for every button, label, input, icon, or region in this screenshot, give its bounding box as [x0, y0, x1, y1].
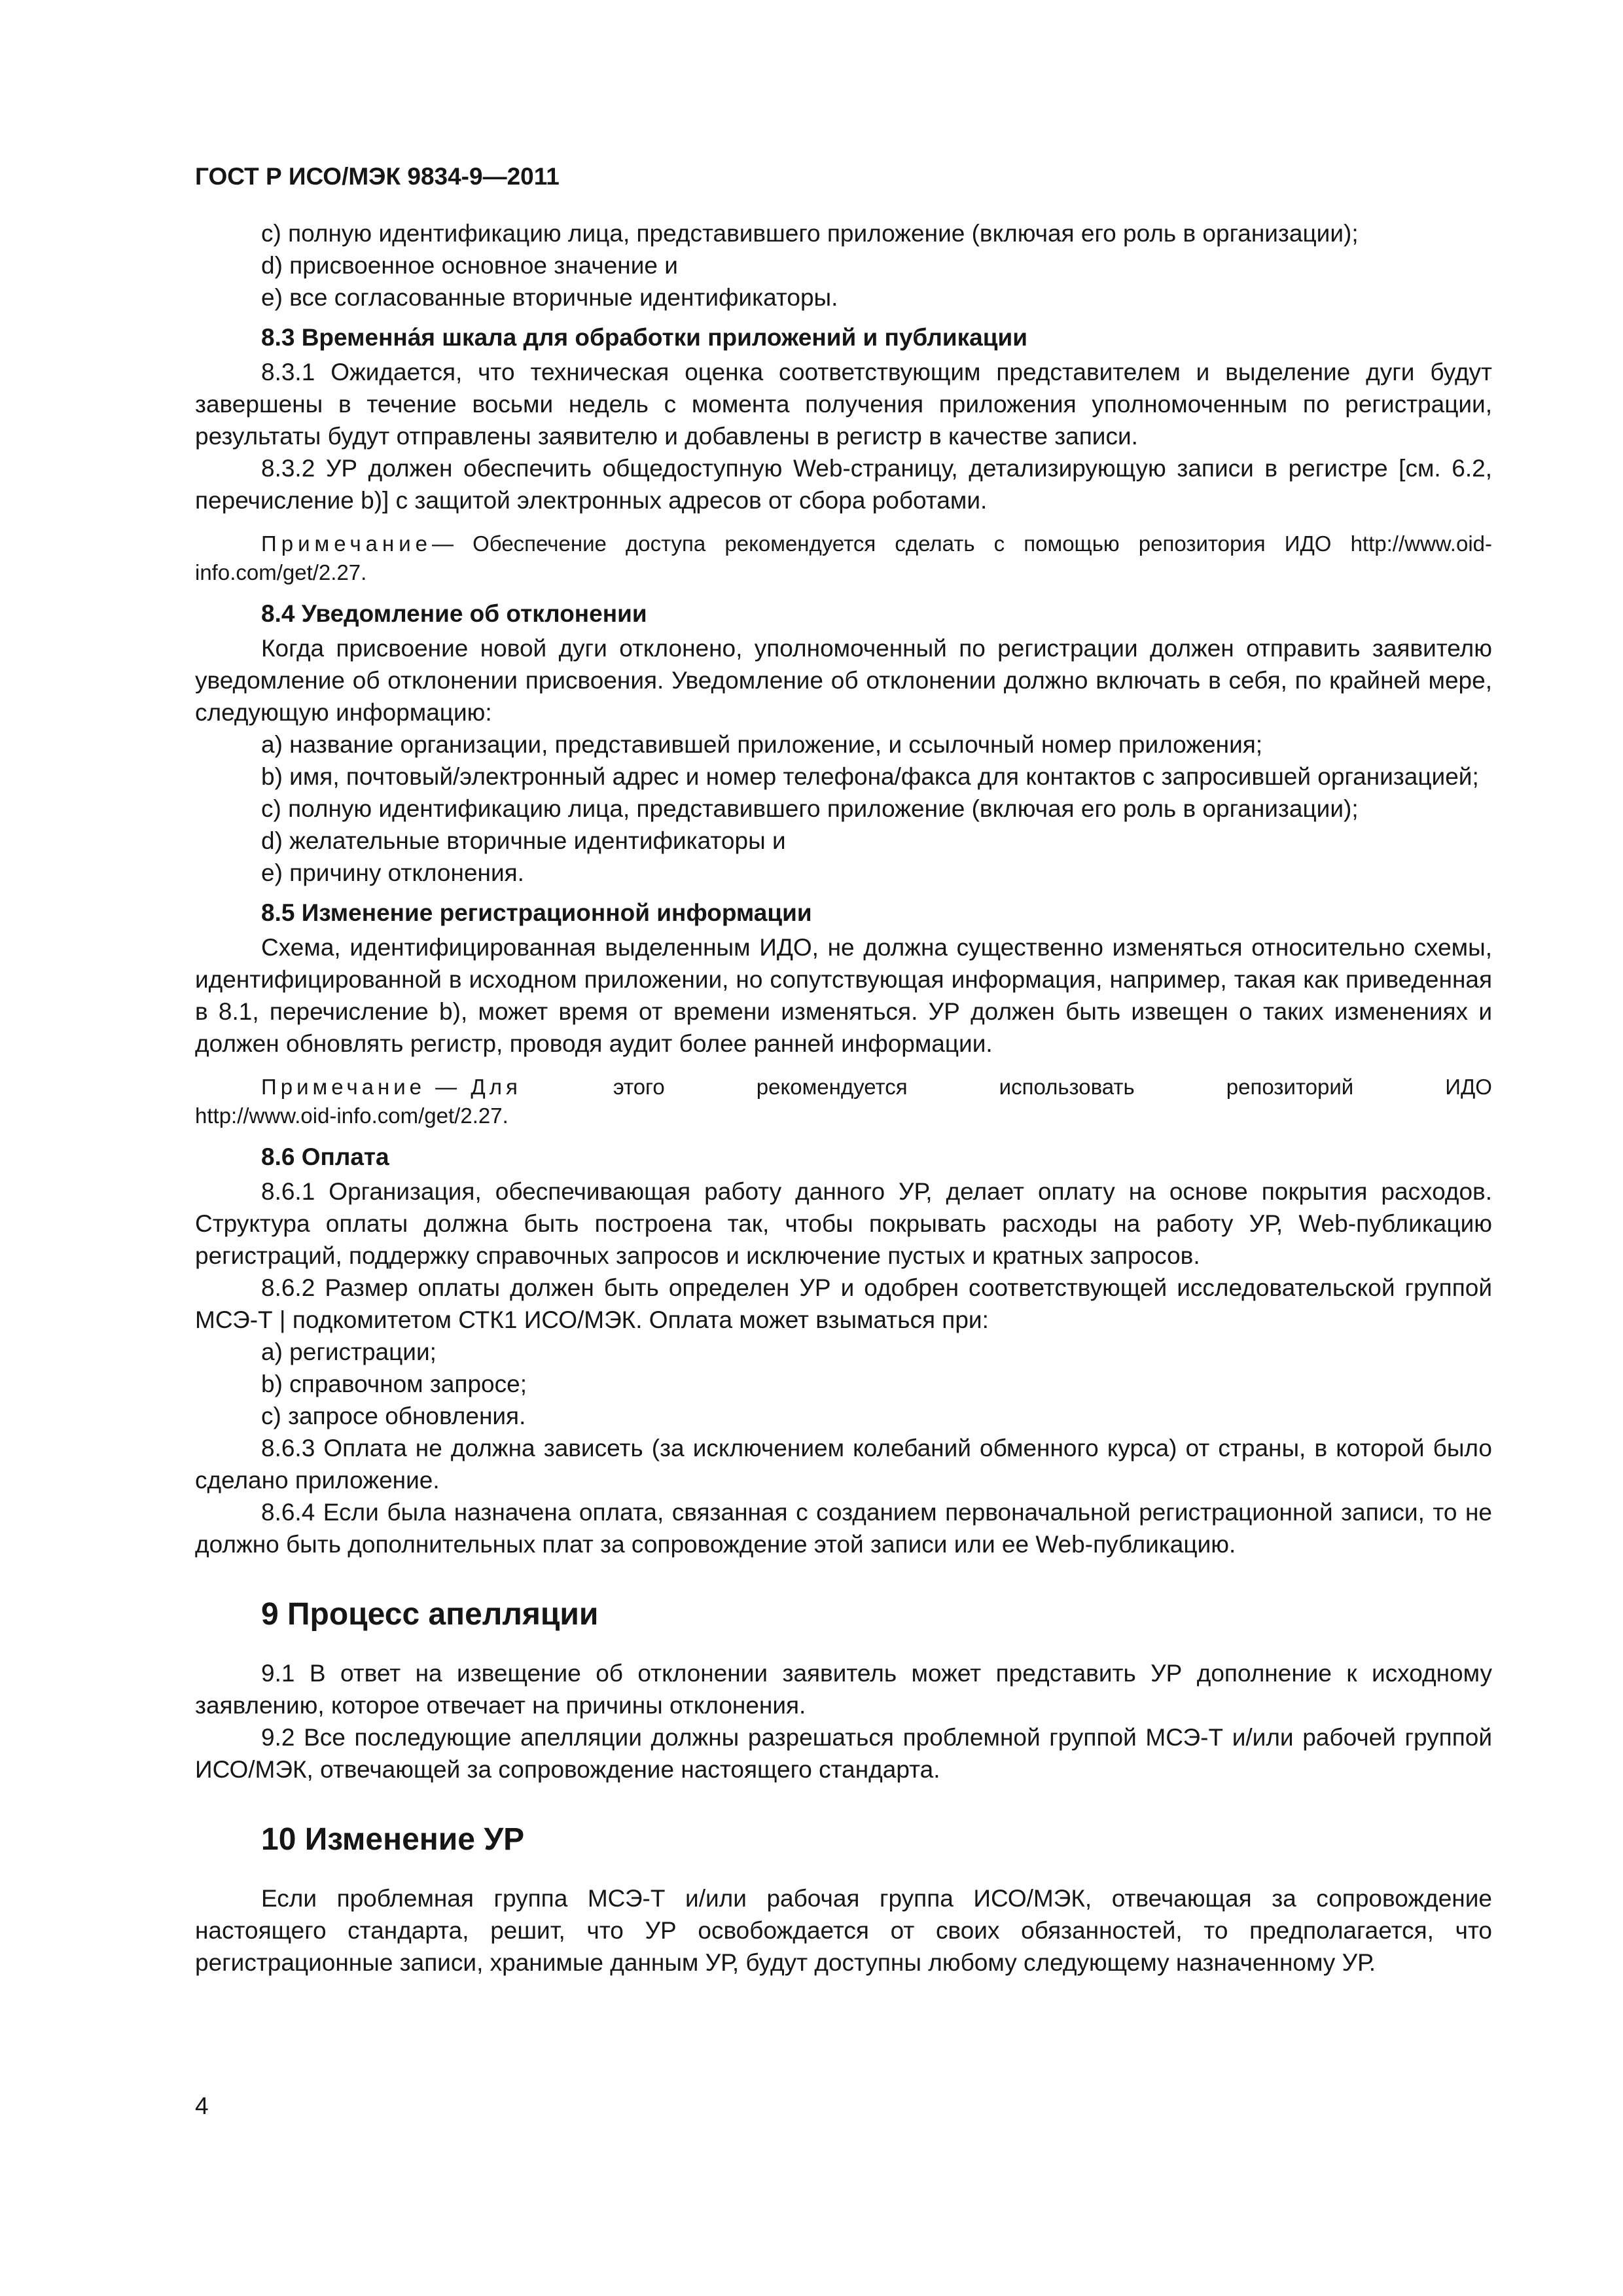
paragraph-9-2: 9.2 Все последующие апелляции должны разрешаться проблемной группой МСЭ-Т и/или рабочей группой ИСО/МЭК, отвечающей за сопровождение настоящего стандарта.	[195, 1724, 1492, 1783]
paragraph-8-4: Когда присвоение новой дуги отклонено, уполномоченный по регистрации должен отправить заявителю уведомление об отклонении присвоения. Уведомление об отклонении должно включать в себя, по крайней мере, следующую информацию:	[195, 635, 1492, 726]
paragraph-10: Если проблемная группа МСЭ-Т и/или рабочая группа ИСО/МЭК, отвечающая за сопровождение настоящего стандарта, решит, что УР освобождается от своих обязанностей, то предполагается, что регистрационные записи, хранимые данным УР, будут доступны любому следующему назначенному УР.	[195, 1885, 1492, 1976]
section-8-3-title: 8.3 Временна́я шкала для обработки приложений и публикации	[261, 324, 1027, 351]
note-word: Примечание — Для	[261, 1075, 522, 1099]
note-word: репозиторий	[1226, 1075, 1354, 1099]
note-word: использовать	[999, 1075, 1135, 1099]
document-page	[195, 162, 1492, 1979]
paragraph-8-6-3: 8.6.3 Оплата не должна зависеть (за исключением колебаний обменного курса) от страны, в которой было сделано приложение.	[195, 1435, 1492, 1494]
paragraph-9-1: 9.1 В ответ на извещение об отклонении заявитель может представить УР дополнение к исходному заявлению, которое отвечает на причины отклонения.	[195, 1660, 1492, 1719]
paragraph-8-3-2: 8.3.2 УР должен обеспечить общедоступную Web-страницу, детализирующую записи в регистре [см. 6.2, перечисление b)] с защитой электронных адресов от сбора роботами.	[195, 455, 1492, 514]
paragraph-8-3-1: 8.3.1 Ожидается, что техническая оценка соответствующим представителем и выделение дуги будут завершены в течение восьми недель с момента получения приложения уполномоченным по регистрации, результаты будут отправлены заявителю и добавлены в регистр в качестве записи.	[195, 359, 1492, 450]
paragraph-8-6-2: 8.6.2 Размер оплаты должен быть определен УР и одобрен соответствующей исследовательской группой МСЭ-Т | подкомитетом СТК1 ИСО/МЭК. Оплата может взыматься при:	[195, 1274, 1492, 1333]
note-word: рекомендуется	[756, 1075, 908, 1099]
note-text: — Обеспечение доступа рекомендуется сделать с помощью репозитория ИДО http://www.oid-info.com/get/2.27.	[195, 531, 1492, 584]
page-number: 4	[195, 2092, 209, 2119]
list-item: b) справочном запросе;	[261, 1371, 527, 1397]
list-item: d) желательные вторичные идентификаторы и	[261, 827, 786, 854]
paragraph-8-5: Схема, идентифицированная выделенным ИДО, не должна существенно изменяться относительно схемы, идентифицированной в исходном приложении, но сопутствующая информация, например, такая как приведенная в 8.1, перечисление b), может время от времени изменяться. УР должен быть извещен о таких изменениях и должен обновлять регистр, проводя аудит более ранней информации.	[195, 934, 1492, 1057]
list-item: e) причину отклонения.	[261, 859, 524, 886]
note-url: http://www.oid-info.com/get/2.27.	[195, 1103, 508, 1128]
list-item: a) название организации, представившей приложение, и ссылочный номер приложения;	[261, 731, 1263, 758]
list-item: b) имя, почтовый/электронный адрес и номер телефона/факса для контактов с запросившей организацией;	[261, 763, 1479, 790]
paragraph-8-6-4: 8.6.4 Если была назначена оплата, связанная с созданием первоначальной регистрационной записи, то не должно быть дополнительных плат за сопровождение этой записи или ее Web-публикацию.	[195, 1499, 1492, 1558]
note-8-3	[195, 529, 1492, 587]
list-item: a) регистрации;	[261, 1338, 437, 1365]
note-8-5	[195, 1073, 1492, 1130]
list-item: c) полную идентификацию лица, представившего приложение (включая его роль в организации);	[261, 795, 1359, 822]
list-item: c) полную идентификацию лица, представившего приложение (включая его роль в организации);	[261, 220, 1359, 247]
section-10-title: 10 Изменение УР	[261, 1822, 525, 1857]
section-8-4-title: 8.4 Уведомление об отклонении	[261, 600, 647, 627]
note-label: Примечание	[261, 531, 433, 556]
section-8-6-title: 8.6 Оплата	[261, 1143, 389, 1170]
list-item: d) присвоенное основное значение и	[261, 252, 678, 279]
note-word: ИДО	[1445, 1075, 1492, 1099]
section-9-title: 9 Процесс апелляции	[261, 1597, 599, 1632]
list-item: c) запросе обновления.	[261, 1403, 526, 1429]
section-8-5-title: 8.5 Изменение регистрационной информации	[261, 899, 812, 926]
list-item: e) все согласованные вторичные идентификаторы.	[261, 284, 838, 311]
paragraph-8-6-1: 8.6.1 Организация, обеспечивающая работу данного УР, делает оплату на основе покрытия расходов. Структура оплаты должна быть построена так, чтобы покрывать расходы на работу УР, Web-публикацию регистраций, поддержку справочных запросов и исключение пустых и кратных запросов.	[195, 1178, 1492, 1269]
document-header: ГОСТ Р ИСО/МЭК 9834-9—2011	[195, 163, 560, 190]
note-word: этого	[613, 1075, 665, 1099]
